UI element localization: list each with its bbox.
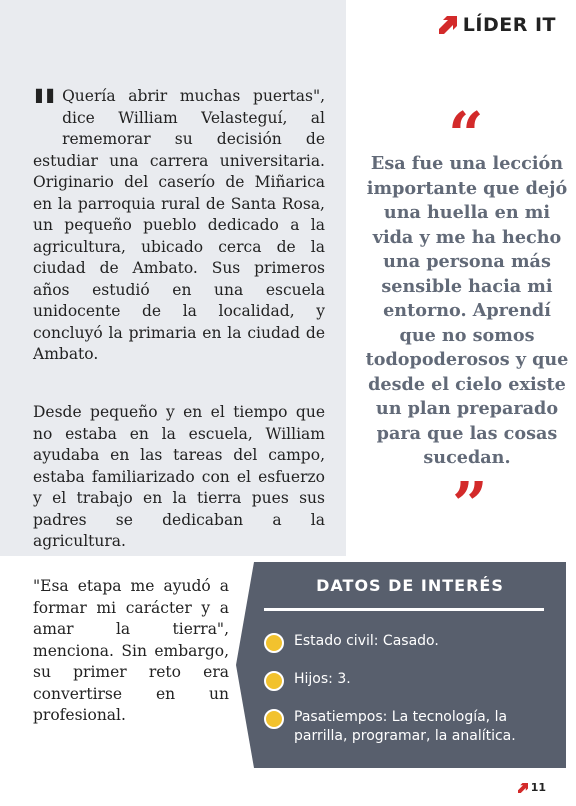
article-paragraph-2: Desde pequeño y en el tiempo que no estaba en la escuela, William ayudaba en las tareas del campo, estaba familiarizado con el esfuerzo y el trabajo en la tierra pues sus padres se dedicaban a la agricultura. [33,403,325,550]
pull-quote-close-mark: ” [452,468,488,541]
bullet-dot-icon [264,671,284,691]
brand-name: LÍDER IT [462,14,556,36]
opening-quote-mark: " [31,79,59,140]
pull-quote-open-mark: “ [448,98,484,171]
page-footer [518,781,546,794]
bullet-dot-icon [264,633,284,653]
brand-header [439,14,556,36]
article-paragraph-3: "Esa etapa me ayudó a formar mi carácter y a amar la tierra", menciona. Sin embargo, su primer reto era convertirse en un profesional. [33,577,229,724]
brand-arrow-icon [439,16,457,34]
info-item-text: Hijos: 3. [294,671,351,687]
info-item-text: Estado civil: Casado. [294,633,439,649]
info-item-hijos [264,670,534,691]
page-number: 11 [530,781,546,794]
info-item-pasatiempos [264,708,534,746]
article-paragraph-1 [31,79,325,366]
bullet-dot-icon [264,709,284,729]
info-item-text: Pasatiempos: La tecnología, la parrilla, programar, la analítica. [294,709,516,744]
footer-arrow-icon [518,783,528,793]
info-box [254,562,566,768]
info-box-divider [264,608,544,611]
info-box-title: DATOS DE INTERÉS [316,576,504,595]
pull-quote-text: Esa fue una lección importante que dejó una huella en mi vida y me ha hecho una persona más sensible hacia mi entorno. Aprendí que no somos todopoderosos y que desde el cielo existe un plan preparado para que las cosas sucedan. [365,153,569,468]
article-paragraph-1-text: Quería abrir muchas puertas", dice William Velasteguí, al rememorar su decisión de estudiar una carrera universitaria. Originario del caserío de Miñarica en la parroquia rural de Santa Rosa, un pequeño pueblo dedicado a la agricultura, ubicado cerca de la ciudad de Ambato. Sus primeros años estudió en una escuela unidocente de la localidad, y concluyó la primaria en la ciudad de Ambato. [33,87,325,363]
info-item-estado-civil [264,632,534,653]
